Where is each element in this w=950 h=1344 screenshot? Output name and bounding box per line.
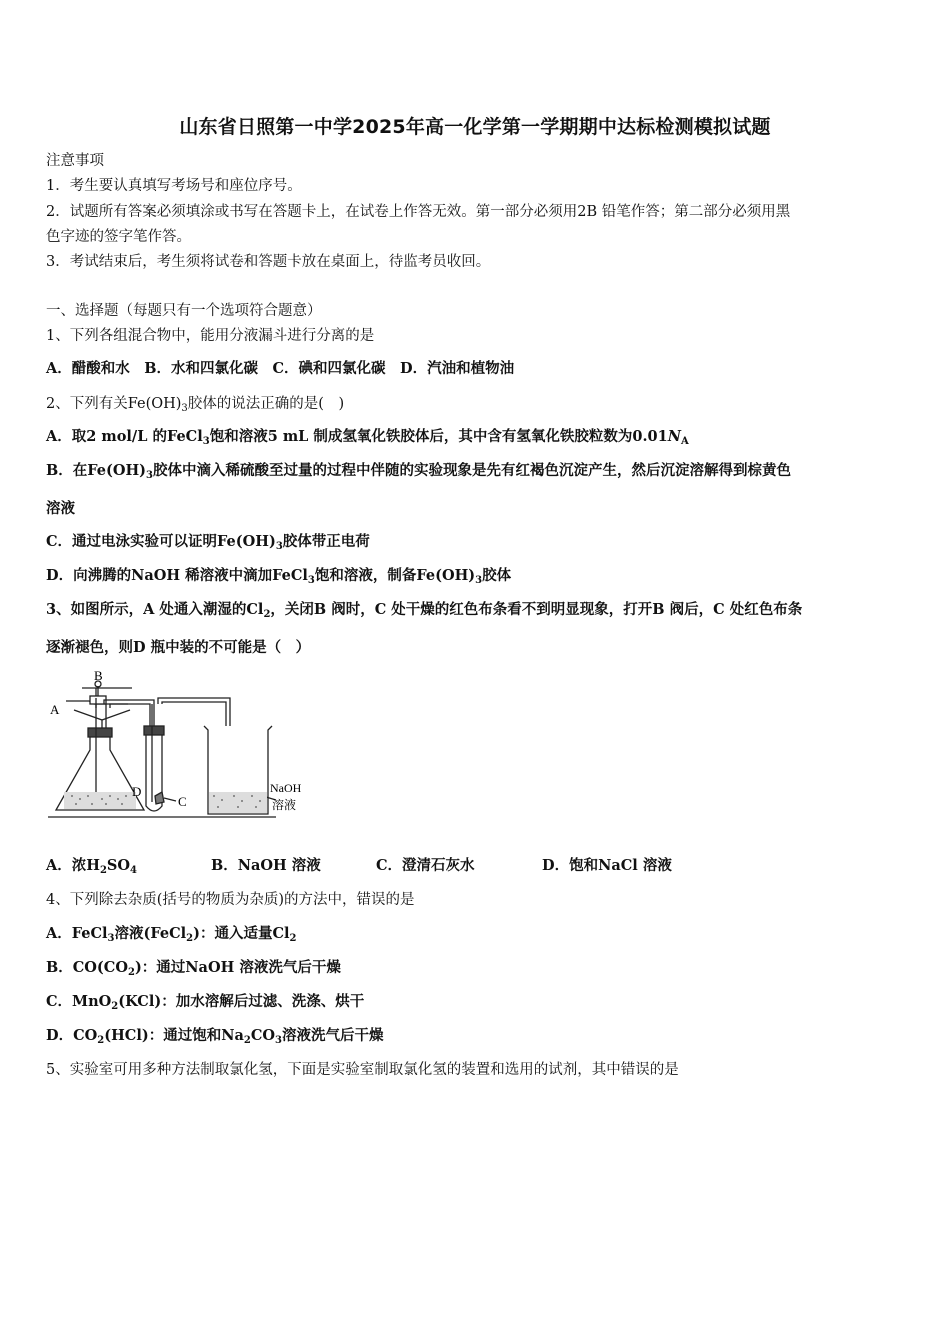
notice-item-2: 2．试题所有答案必须填涂或书写在答题卡上，在试卷上作答无效。第一部分必须用2B 铅笔作答；第二部分必须用黑	[46, 204, 791, 220]
notice-item-2-cont: 色字迹的签字笔作答。	[46, 229, 191, 245]
q1-options: A．醋酸和水 B．水和四氯化碳 C．碘和四氯化碳 D．汽油和植物油	[46, 360, 515, 377]
q2-stem: 2、下列有关$Fe(OH)_3$胶体的说法正确的是( )	[46, 396, 345, 414]
q4-stem: 4、下列除去杂质(括号的物质为杂质)的方法中，错误的是	[46, 892, 415, 908]
notice-item-1: 1．考生要认真填写考场号和座位序号。	[46, 178, 302, 194]
notice-heading: 注意事项	[46, 153, 104, 169]
q1-stem: 1、下列各组混合物中，能用分液漏斗进行分离的是	[46, 328, 375, 344]
figure-label-b: B	[94, 668, 103, 683]
figure-label-a: A	[50, 702, 60, 717]
figure-label-solution: 溶液	[272, 798, 297, 812]
q2-option-b: B．在$Fe(OH)_3$胶体中滴入稀硫酸至过量的过程中伴随的实验现象是先有红褐色沉淀产生，然后沉淀溶解得到棕黄色	[46, 462, 792, 481]
q4-option-a: A．FeCl$_3$溶液(FeCl$_2$)：通入适量$Cl_2$	[46, 925, 297, 944]
q3-option-b: B．NaOH 溶液	[211, 857, 321, 874]
figure-label-c: C	[178, 794, 187, 809]
q4-option-d: D．$CO_2(HCl)$：通过饱和$Na_2CO_3$溶液洗气后干燥	[46, 1027, 384, 1046]
q2-option-b-cont: 溶液	[46, 500, 75, 517]
q2-option-a: A．取2 mol/L 的FeCl$_3$饱和溶液5 mL 制成氢氧化铁胶体后，其中含有氢氧化铁胶粒数为$0.01N_A$	[46, 428, 689, 447]
q2-option-c: C．通过电泳实验可以证明$Fe(OH)_3$胶体带正电荷	[46, 533, 370, 552]
q4-option-b: B．$CO(CO_2)$：通过NaOH 溶液洗气后干燥	[46, 959, 341, 978]
figure-label-d: D	[132, 784, 142, 799]
page-title: 山东省日照第一中学2025年高一化学第一学期期中达标检测模拟试题	[179, 116, 771, 138]
apparatus-figure	[44, 668, 302, 826]
q5-stem: 5、实验室可用多种方法制取氯化氢，下面是实验室制取氯化氢的装置和选用的试剂，其中错误的是	[46, 1062, 679, 1078]
q3-stem-cont: 逐渐褪色，则D 瓶中装的不可能是（ ）	[46, 639, 311, 656]
q3-option-a: A．浓$H_2SO_4$	[46, 857, 137, 876]
figure-label-naoh: NaOH	[270, 781, 302, 795]
q3-option-c: C．澄清石灰水	[376, 857, 475, 874]
q3-option-d: D．饱和NaCl 溶液	[542, 857, 672, 874]
q2-option-d: D．向沸腾的NaOH 稀溶液中滴加FeCl$_3$饱和溶液，制备$Fe(OH)_3$胶体	[46, 567, 512, 586]
section-heading: 一、选择题（每题只有一个选项符合题意）	[46, 303, 322, 319]
q3-stem: 3、如图所示，A 处通入潮湿的$Cl_2$，关闭B 阀时，C 处干燥的红色布条看不到明显现象，打开B 阀后，C 处红色布条	[46, 601, 803, 620]
notice-item-3: 3．考试结束后，考生须将试卷和答题卡放在桌面上，待监考员收回。	[46, 254, 491, 270]
q4-option-c: C．MnO$_2$(KCl)：加水溶解后过滤、洗涤、烘干	[46, 993, 365, 1012]
